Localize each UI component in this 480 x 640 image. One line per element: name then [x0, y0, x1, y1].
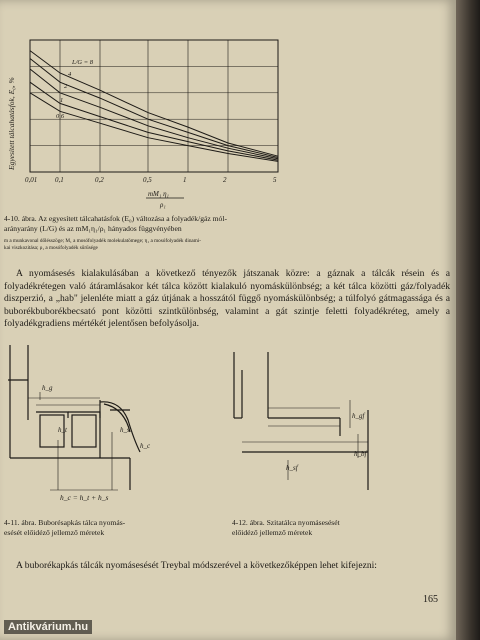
label-ht: h_t [58, 426, 67, 434]
x-tick-label: 1 [183, 176, 187, 184]
curve-label: L/G = 8 [72, 59, 94, 66]
curve-label: 4 [68, 71, 72, 78]
x-tick-label: 5 [273, 176, 277, 184]
curve-label: 2 [64, 83, 68, 90]
fig411-caption: 4-11. ábra. Buborésapkás tálca nyomás- esését előidéző jellemző méretek [4, 518, 126, 537]
chart-ticks [25, 176, 277, 184]
fig410-note: m a munkavonal dőlésszöge; M₁ a mosófolyadék molekulatömege; η₁ a mosófolyadék dinami- kai viszkozitása; ρ₁ a mosófolyadék sűrűsége [4, 238, 201, 251]
label-hs: h_s [120, 426, 130, 434]
x-tick-label: 2 [223, 176, 227, 184]
x-axis-label-numerator: mM₁ η₁ [148, 190, 169, 198]
fig410-caption: 4-10. ábra. Az egyesített tálcahatásfok (E₀) változása a folyadék/gáz mól- arányarány (L/G) és az mM₁η₁/ρ₁ hányados függvényében [4, 214, 227, 233]
formula-hc: h_c = h_t + h_s [60, 493, 109, 502]
paragraph-pressure-drop: A nyomásesés kialakulásában a következő tényezők játszanak közre: a gáznak a tálcák résein és a folyadékrétegen való átáramlásakor két tálca között kialakuló nyomáskülönbség; a két tálca közötti gáz/folyadék diszperzió, a „hab" jelenléte miatt a gáz útjának a hosszától függő nyomáskülönbség; a túlfolyó gátmagassága és a buborékbuborékbecsató pont közötti szintkülönbség, valamint a gát szintje feletti folyadékréteg, amely a folyadékgradiens mértékét jelentősen befolyásolja. [4, 268, 450, 330]
efficiency-chart [0, 0, 456, 215]
y-axis-label: Egyesített tálcahatásfok, E₀, % [7, 77, 16, 170]
page-number: 165 [423, 594, 438, 605]
curve-label: 0,6 [56, 113, 65, 120]
x-axis-label-denominator: ρ₁ [160, 201, 166, 209]
paragraph-treybal: A buborékapkás tálcák nyomásesését Treybal módszerével a következőképpen lehet kifejezni: [16, 560, 377, 571]
x-tick-label: 0,5 [143, 176, 152, 184]
label-hc: h_c [140, 442, 151, 450]
label-hsf: h_sf [286, 464, 298, 472]
curve-label: 1 [60, 97, 64, 104]
x-tick-label: 0,2 [95, 176, 104, 184]
x-tick-label: 0,1 [55, 176, 64, 184]
label-hbf: h_bf [354, 450, 367, 458]
fig412-caption: 4-12. ábra. Szitatálca nyomásesését előidéző jellemző méretek [232, 518, 340, 537]
x-tick-label: 0,01 [25, 176, 38, 184]
label-hgf: h_gf [352, 412, 365, 420]
chart-curves [30, 51, 278, 162]
watermark-logo: Antikvárium.hu [4, 620, 92, 634]
label-hg: h_g [42, 384, 53, 392]
book-spine [456, 0, 480, 640]
bubble-cap-tray-diagram [0, 340, 230, 515]
sieve-tray-diagram [228, 340, 456, 515]
